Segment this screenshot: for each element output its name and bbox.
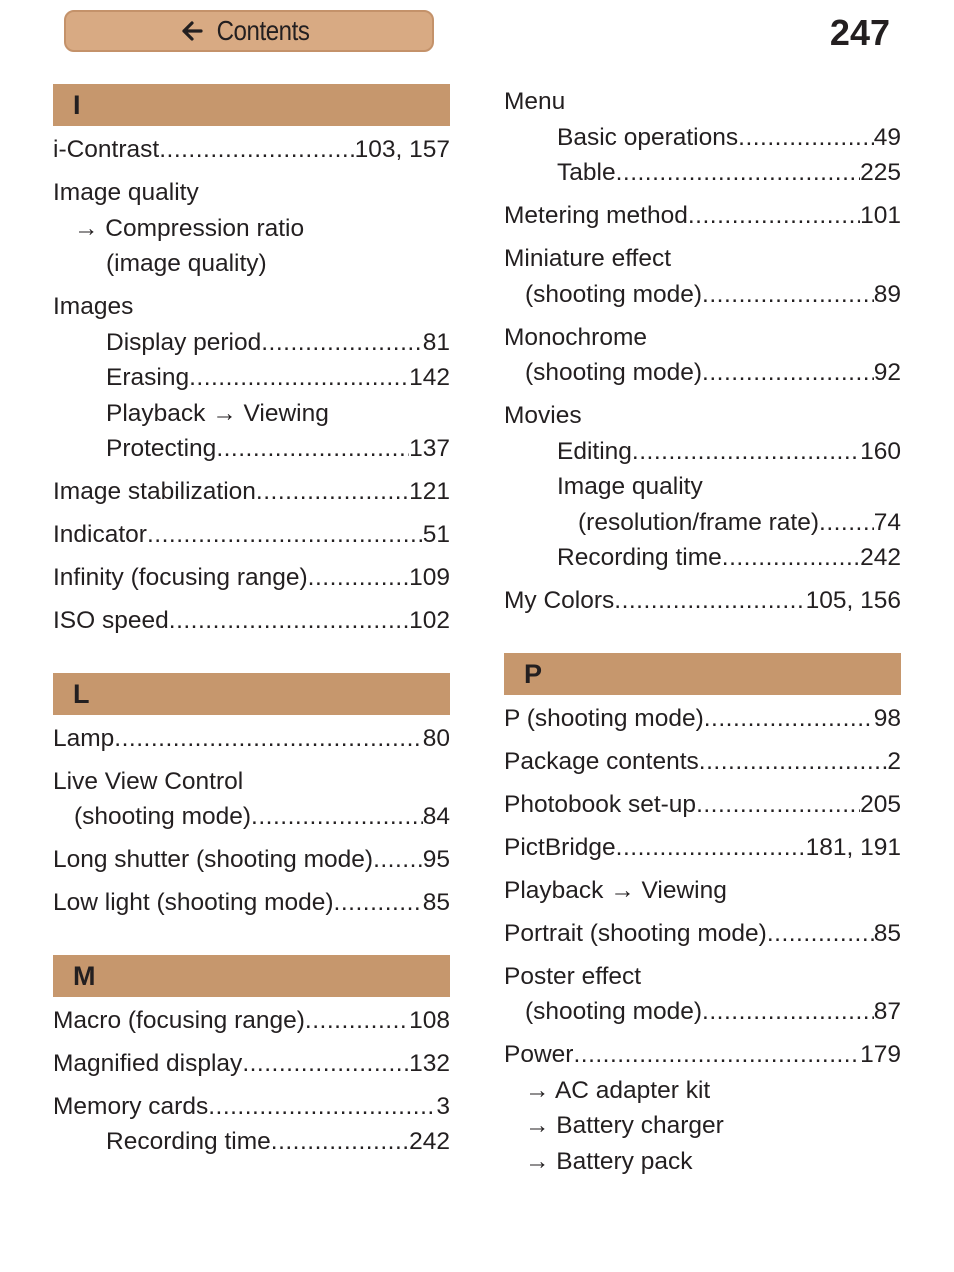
- index-entry-live-view-control: [53, 764, 450, 835]
- index-term: Basic operations: [557, 123, 739, 151]
- index-term: (shooting mode): [525, 998, 703, 1025]
- index-term: → Compression ratio: [74, 214, 305, 242]
- page-reference[interactable]: 80: [422, 724, 450, 752]
- index-column-right: [504, 84, 901, 1179]
- index-term: Metering method: [504, 202, 688, 229]
- index-line: [504, 583, 901, 619]
- index-line: [53, 431, 450, 467]
- page-reference[interactable]: 242: [409, 1128, 450, 1155]
- index-term: (resolution/frame rate): [578, 508, 820, 536]
- index-term: Macro (focusing range): [53, 1006, 305, 1034]
- dot-leader: [169, 603, 409, 639]
- dot-leader: [702, 277, 874, 313]
- dot-leader: [616, 155, 861, 191]
- index-entry-my-colors: [504, 583, 901, 619]
- dot-leader: [616, 830, 806, 866]
- index-line: [504, 155, 901, 191]
- index-entry-metering-method: [504, 198, 901, 234]
- index-entry-macro: [53, 1003, 450, 1039]
- index-term: Movies: [504, 402, 582, 429]
- index-term: Miniature effect: [504, 245, 672, 272]
- dot-leader: [767, 916, 874, 952]
- index-entry-pictbridge: [504, 830, 901, 866]
- index-line: [53, 1089, 450, 1125]
- index-line: [53, 360, 450, 396]
- dot-leader: [696, 787, 860, 823]
- index-line: [504, 1073, 901, 1109]
- dot-leader: [738, 120, 874, 156]
- index-line: [53, 289, 450, 325]
- index-term: Poster effect: [504, 962, 642, 990]
- page-reference[interactable]: 85: [422, 889, 450, 916]
- index-line: [504, 120, 901, 156]
- index-entry-low-light: [53, 885, 450, 921]
- index-line: [53, 175, 450, 211]
- page-reference[interactable]: 49: [873, 123, 901, 151]
- index-line: [53, 799, 450, 835]
- index-line: [53, 517, 450, 553]
- index-term: ISO speed: [53, 607, 169, 634]
- index-line: [504, 505, 901, 541]
- index-term: Infinity (focusing range): [53, 564, 308, 591]
- index-entry-iso-speed: [53, 603, 450, 639]
- index-line: [53, 1003, 450, 1039]
- index-term: P (shooting mode): [504, 704, 704, 732]
- index-line: [504, 398, 901, 434]
- index-term: → AC adapter kit: [525, 1076, 711, 1104]
- page-reference[interactable]: 102: [409, 607, 450, 634]
- index-line: [504, 701, 901, 737]
- index-line: [53, 132, 450, 168]
- page-reference[interactable]: 98: [873, 704, 901, 732]
- index-entry-power: [504, 1037, 901, 1179]
- index-line: [53, 1046, 450, 1082]
- page-reference[interactable]: 51: [422, 521, 450, 548]
- index-term: Image stabilization: [53, 478, 256, 505]
- page-reference[interactable]: 89: [873, 280, 901, 308]
- page-reference[interactable]: 74: [873, 508, 901, 536]
- index-line: [504, 916, 901, 952]
- index-entry-p-shooting-mode: [504, 701, 901, 737]
- index-line: [504, 540, 901, 576]
- index-entry-infinity: [53, 560, 450, 596]
- index-entry-image-quality: [53, 175, 450, 282]
- dot-leader: [147, 517, 423, 553]
- index-term: i-Contrast: [53, 136, 160, 163]
- dot-leader: [216, 431, 409, 467]
- page-reference[interactable]: 121: [409, 478, 450, 505]
- dot-leader: [271, 1124, 409, 1160]
- index-term: Low light (shooting mode): [53, 889, 334, 916]
- index-term: My Colors: [504, 587, 615, 614]
- page-reference[interactable]: 108: [409, 1006, 450, 1034]
- dot-leader: [114, 721, 422, 757]
- dot-leader: [159, 132, 354, 168]
- index-line: [53, 721, 450, 757]
- index-line: [504, 241, 901, 277]
- index-entry-image-stabilization: [53, 474, 450, 510]
- page-reference[interactable]: 95: [422, 846, 450, 873]
- index-line: [53, 325, 450, 361]
- dot-leader: [699, 744, 888, 780]
- index-entry-indicator: [53, 517, 450, 553]
- index-entry-poster-effect: [504, 959, 901, 1030]
- index-line: [504, 320, 901, 356]
- index-entry-menu: [504, 84, 901, 191]
- contents-button[interactable]: [64, 10, 434, 52]
- index-entry-monochrome: [504, 320, 901, 391]
- index-term: Memory cards: [53, 1092, 209, 1120]
- index-entry-photobook: [504, 787, 901, 823]
- index-entry-magnified-display: [53, 1046, 450, 1082]
- index-term: (shooting mode): [525, 359, 703, 386]
- index-term: → Battery pack: [525, 1147, 693, 1175]
- dot-leader: [573, 1037, 860, 1073]
- page-reference[interactable]: 84: [422, 803, 450, 830]
- index-line: [504, 1037, 901, 1073]
- dot-leader: [702, 994, 874, 1030]
- dot-leader: [256, 474, 409, 510]
- index-entry-package-contents: [504, 744, 901, 780]
- dot-leader: [614, 583, 805, 619]
- index-line: [53, 246, 450, 282]
- index-term: Power: [504, 1041, 574, 1068]
- page-reference[interactable]: 2: [887, 747, 901, 775]
- page-reference[interactable]: 132: [409, 1049, 450, 1077]
- page-reference[interactable]: 105, 156: [805, 587, 901, 614]
- index-entry-portrait: [504, 916, 901, 952]
- index-line: [53, 474, 450, 510]
- page-reference[interactable]: 81: [422, 328, 450, 356]
- index-line: [504, 1144, 901, 1180]
- page-number: 247: [829, 12, 890, 53]
- index-line: [504, 1108, 901, 1144]
- index-line: [504, 84, 901, 120]
- index-line: [504, 198, 901, 234]
- index-line: [53, 764, 450, 800]
- index-term: Monochrome: [504, 323, 647, 351]
- section-header-i: I: [53, 84, 450, 126]
- page-reference[interactable]: 92: [873, 359, 901, 386]
- index-entry-movies: [504, 398, 901, 576]
- page-reference[interactable]: 3: [436, 1092, 450, 1120]
- section-header-m: M: [53, 955, 450, 997]
- index-entry-miniature-effect: [504, 241, 901, 312]
- dot-leader: [251, 799, 423, 835]
- index-term: (shooting mode): [525, 280, 703, 308]
- index-term: Indicator: [53, 521, 147, 548]
- index-term: Menu: [504, 88, 566, 115]
- index-line: [504, 744, 901, 780]
- page-reference[interactable]: 179: [860, 1041, 901, 1068]
- index-line: [53, 1124, 450, 1160]
- page-reference[interactable]: 137: [409, 435, 450, 462]
- dot-leader: [189, 360, 409, 396]
- index-line: [504, 830, 901, 866]
- page-reference[interactable]: 87: [873, 998, 901, 1025]
- dot-leader: [242, 1046, 409, 1082]
- dot-leader: [819, 505, 874, 541]
- arrow-left-icon: [181, 20, 203, 42]
- index-term: → Battery charger: [525, 1112, 724, 1139]
- index-line: [53, 842, 450, 878]
- index-line: [53, 560, 450, 596]
- index-line: [504, 994, 901, 1030]
- page-reference[interactable]: 101: [860, 202, 901, 229]
- index-term: Recording time: [557, 544, 722, 571]
- index-entry-playback: [504, 873, 901, 909]
- dot-leader: [688, 198, 860, 234]
- section-header-l: L: [53, 673, 450, 715]
- dot-leader: [704, 701, 874, 737]
- page-reference[interactable]: 160: [860, 437, 901, 465]
- dot-leader: [632, 434, 860, 470]
- index-term: (image quality): [106, 250, 267, 277]
- index-term: (shooting mode): [74, 803, 252, 830]
- dot-leader: [373, 842, 423, 878]
- dot-leader: [722, 540, 860, 576]
- page-reference[interactable]: 225: [860, 159, 901, 186]
- index-entry-i-contrast: [53, 132, 450, 168]
- page-reference[interactable]: 109: [409, 564, 450, 591]
- page-reference[interactable]: 181, 191: [805, 833, 901, 861]
- index-line: [504, 277, 901, 313]
- index-term: Portrait (shooting mode): [504, 919, 767, 947]
- index-term: Display period: [106, 328, 262, 356]
- page-reference[interactable]: 242: [860, 544, 901, 571]
- index-line: [504, 355, 901, 391]
- index-term: Playback → Viewing: [106, 399, 329, 427]
- index-entry-memory-cards: [53, 1089, 450, 1160]
- index-term: Images: [53, 293, 134, 320]
- index-line: [504, 959, 901, 995]
- dot-leader: [208, 1089, 436, 1125]
- index-term: Live View Control: [53, 767, 244, 795]
- index-line: [53, 603, 450, 639]
- index-line: [53, 211, 450, 247]
- index-term: Long shutter (shooting mode): [53, 846, 374, 873]
- index-term: Lamp: [53, 724, 115, 752]
- dot-leader: [305, 1003, 409, 1039]
- index-term: Package contents: [504, 747, 699, 775]
- index-line: [504, 434, 901, 470]
- dot-leader: [334, 885, 423, 921]
- index-term: Erasing: [106, 364, 190, 391]
- index-column-left: [53, 84, 450, 1160]
- index-entry-long-shutter: [53, 842, 450, 878]
- page-reference[interactable]: 85: [873, 919, 901, 947]
- dot-leader: [702, 355, 874, 391]
- page-reference[interactable]: 142: [409, 364, 450, 391]
- dot-leader: [261, 325, 422, 361]
- index-term: Photobook set-up: [504, 790, 697, 818]
- dot-leader: [308, 560, 409, 596]
- section-header-p: P: [504, 653, 901, 695]
- index-line: [53, 885, 450, 921]
- page-reference[interactable]: 103, 157: [354, 136, 450, 163]
- index-term: Table: [557, 159, 616, 186]
- index-line: [53, 396, 450, 432]
- index-entry-images: [53, 289, 450, 467]
- page-reference[interactable]: 205: [860, 790, 901, 818]
- index-line: [504, 873, 901, 909]
- index-term: Magnified display: [53, 1049, 243, 1077]
- index-line: [504, 469, 901, 505]
- index-term: Editing: [557, 437, 632, 465]
- index-term: PictBridge: [504, 833, 616, 861]
- index-term: Recording time: [106, 1128, 271, 1155]
- contents-button-label: Contents: [216, 15, 310, 46]
- index-entry-lamp: [53, 721, 450, 757]
- index-term: Image quality: [557, 473, 703, 500]
- index-term: Image quality: [53, 179, 199, 206]
- index-term: Playback → Viewing: [504, 876, 727, 904]
- index-term: Protecting: [106, 435, 217, 462]
- index-line: [504, 787, 901, 823]
